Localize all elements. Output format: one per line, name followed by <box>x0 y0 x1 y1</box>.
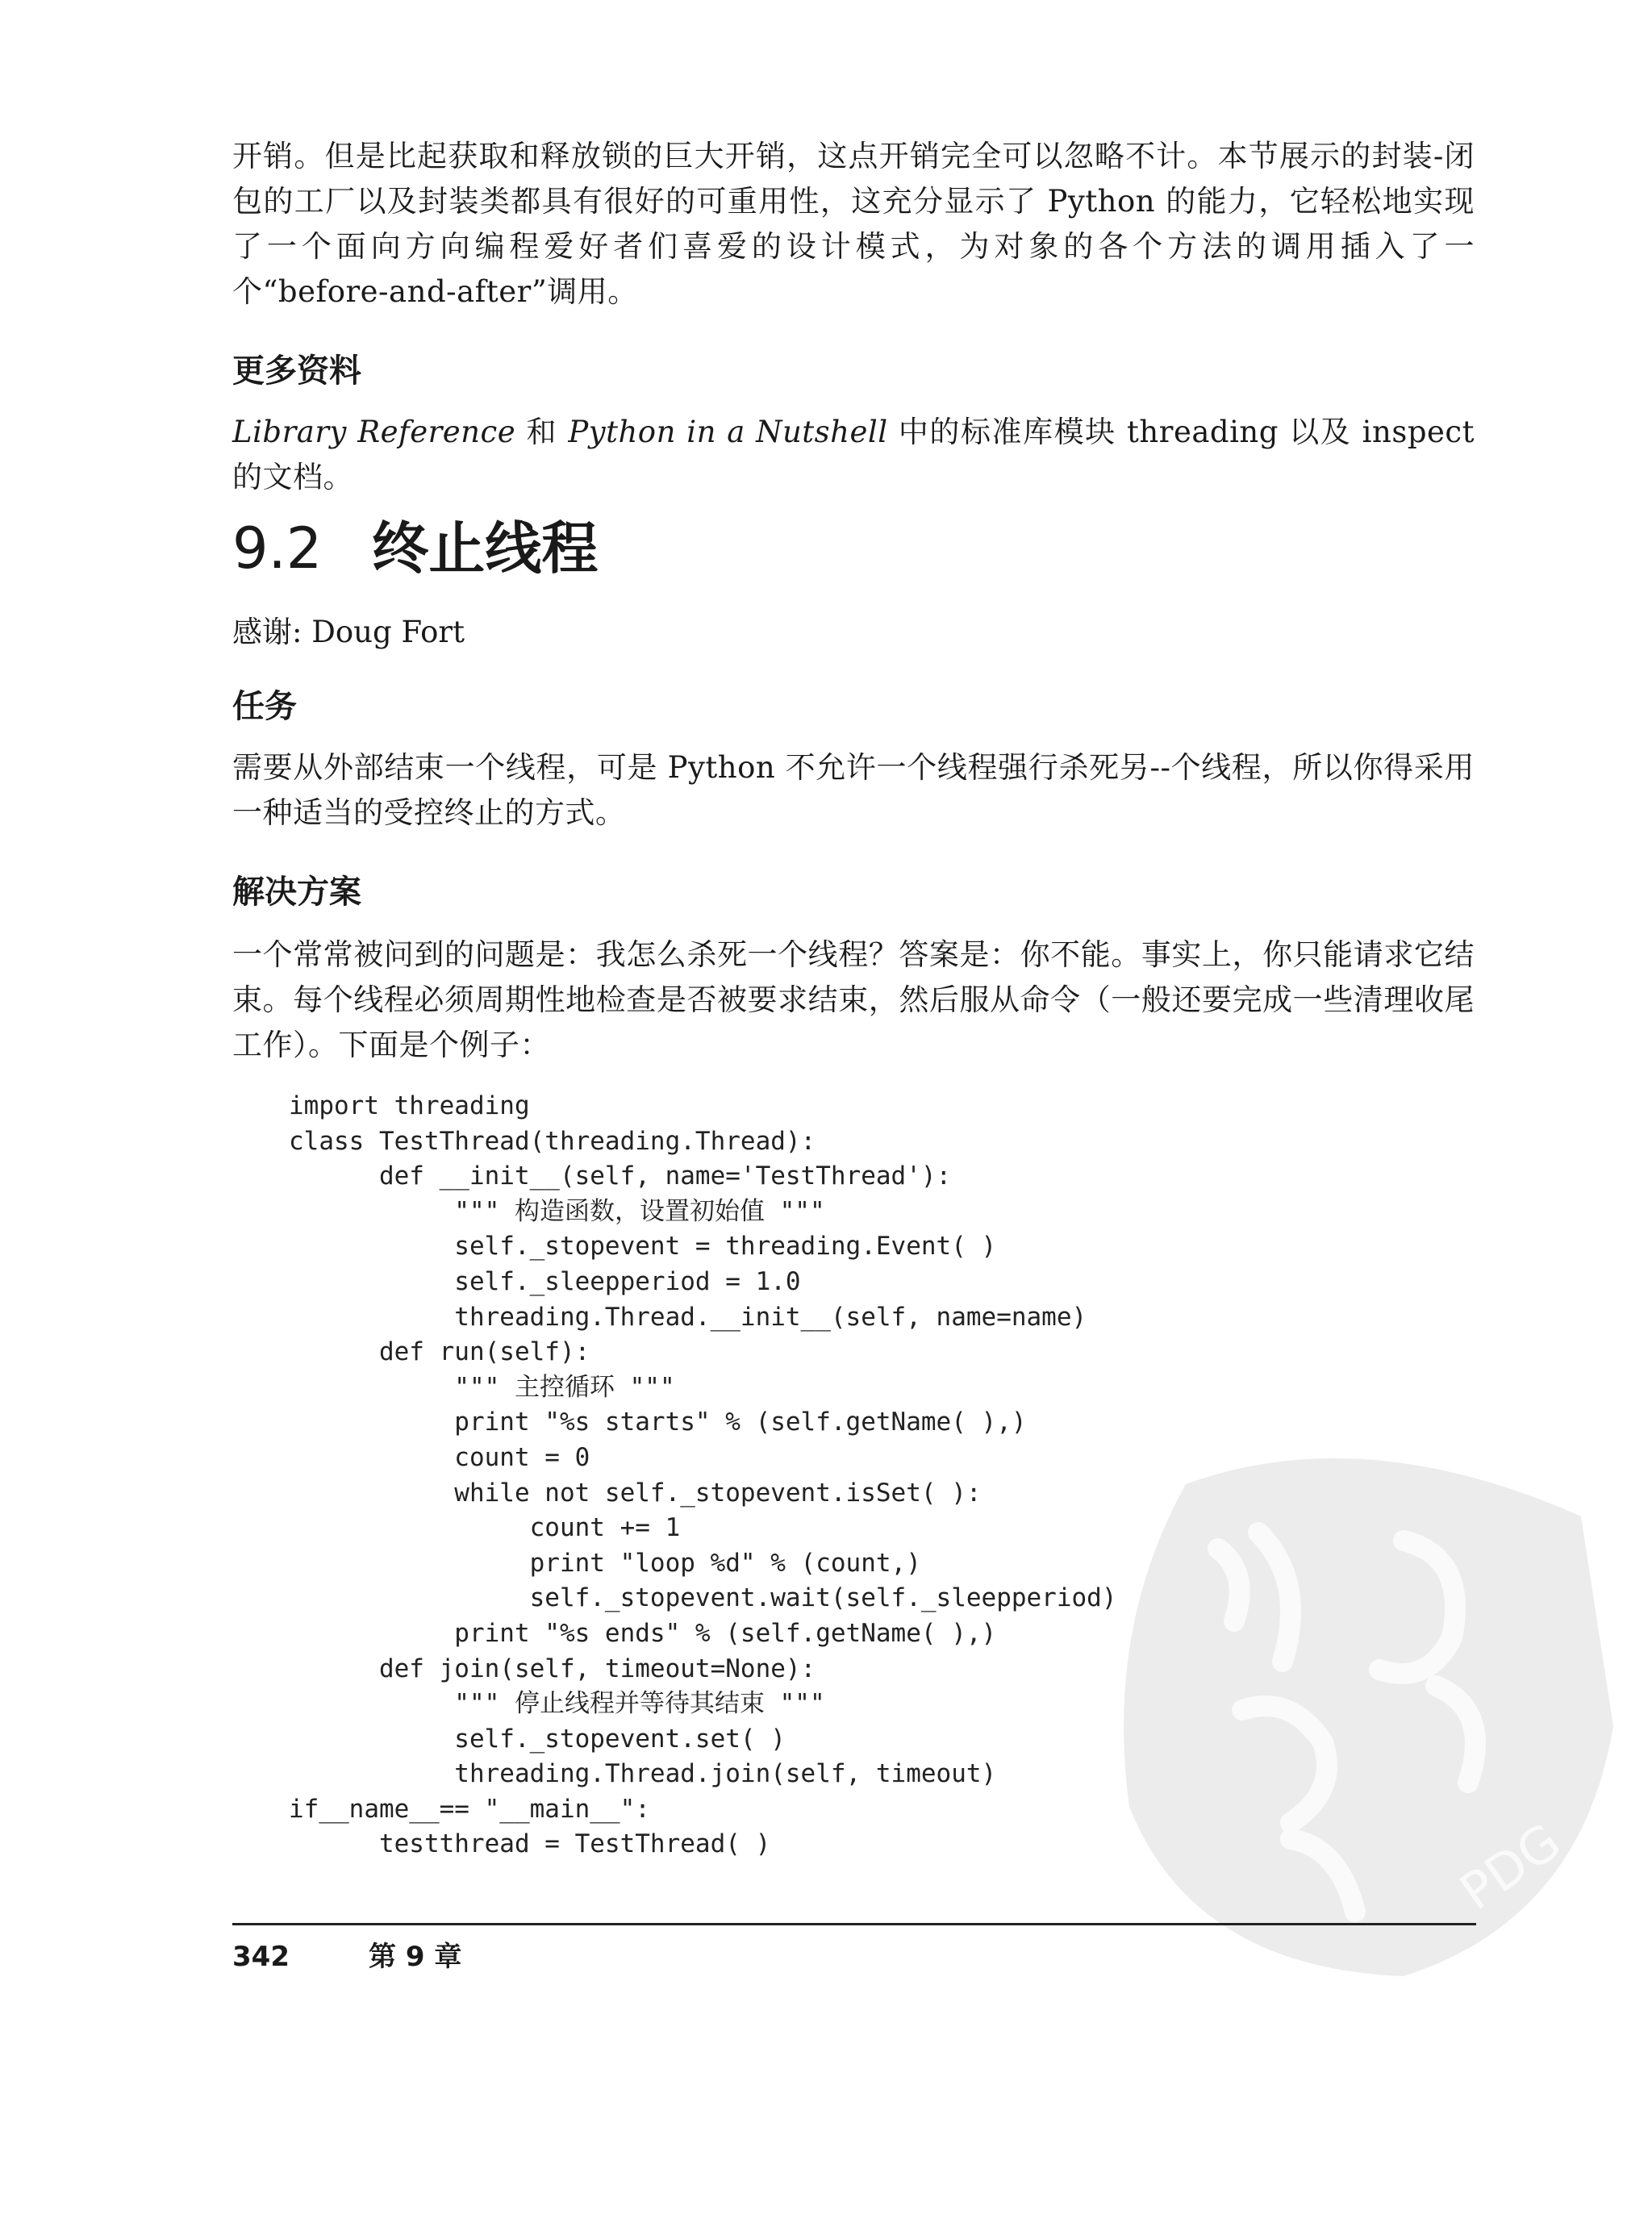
code-line: import threading <box>289 1091 530 1120</box>
code-line: threading.Thread.__init__(self, name=name) <box>289 1302 1087 1332</box>
task-paragraph: 需要从外部结束一个线程，可是 Python 不允许一个线程强行杀死另--个线程，所以你得采用一种适当的受控终止的方式。 <box>232 750 1475 830</box>
page-number: 342 <box>232 1941 290 1973</box>
nutshell-title: Python in a Nutshell <box>568 415 888 449</box>
code-line: """ 构造函数，设置初始值 """ <box>289 1196 825 1226</box>
code-line: """ 停止线程并等待其结束 """ <box>289 1689 825 1719</box>
references-rest: 中的标准库模块 threading 以及 inspect 的文档。 <box>232 415 1475 494</box>
code-line: print "loop %d" % (count,) <box>289 1548 921 1578</box>
code-line: count += 1 <box>289 1513 681 1543</box>
code-listing <box>289 1089 1117 1862</box>
thanks-line <box>232 610 465 655</box>
code-line: def join(self, timeout=None): <box>289 1654 816 1683</box>
watermark-seal-icon <box>1097 1420 1629 1984</box>
code-line: threading.Thread.join(self, timeout) <box>289 1759 997 1789</box>
section-title: 终止线程 <box>372 515 599 582</box>
section-number: 9.2 <box>232 515 323 582</box>
code-line: print "%s starts" % (self.getName( ),) <box>289 1408 1027 1437</box>
references-and: 和 <box>515 415 569 449</box>
references-paragraph <box>232 410 1475 500</box>
code-line: count = 0 <box>289 1442 590 1472</box>
solution-heading: 解决方案 <box>232 874 361 911</box>
thanks-name: Doug Fort <box>311 615 465 649</box>
code-line: print "%s ends" % (self.getName( ),) <box>289 1618 997 1648</box>
task-heading: 任务 <box>232 688 297 725</box>
code-line: class TestThread(threading.Thread): <box>289 1126 816 1156</box>
chapter-label: 第 9 章 <box>368 1941 462 1973</box>
solution-paragraph: 一个常常被问到的问题是：我怎么杀死一个线程？答案是：你不能。事实上，你只能请求它结束。每个线程必须周期性地检查是否被要求结束，然后服从命令（一般还要完成一些清理收尾工作）。下面是个例子： <box>232 937 1475 1062</box>
code-line: while not self._stopevent.isSet( ): <box>289 1478 982 1508</box>
code-line: self._stopevent.set( ) <box>289 1724 786 1754</box>
section-heading <box>232 516 598 581</box>
code-line: self._sleepperiod = 1.0 <box>289 1266 801 1296</box>
thanks-label: 感谢: <box>232 615 312 649</box>
more-info-heading: 更多资料 <box>232 352 361 390</box>
footer-divider <box>232 1923 1476 1925</box>
page-footer <box>232 1939 461 1975</box>
code-line: def __init__(self, name='TestThread'): <box>289 1162 952 1191</box>
code-line: """ 主控循环 """ <box>289 1372 675 1402</box>
watermark-text: PDG <box>1449 1812 1571 1922</box>
intro-paragraph: 开销。但是比起获取和释放锁的巨大开销，这点开销完全可以忽略不计。本节展示的封装-闭包的工厂以及封装类都具有很好的可重用性，这充分显示了 Python 的能力，它轻松地实现了一个面向方向编程爱好者们喜爱的设计模式，为对象的各个方法的调用插入了一个“before-and-after”调用。 <box>232 139 1475 309</box>
code-line: self._stopevent.wait(self._sleepperiod) <box>289 1583 1117 1613</box>
code-line: if__name__== "__main__": <box>289 1794 650 1824</box>
code-line: testthread = TestThread( ) <box>289 1829 771 1859</box>
code-line: self._stopevent = threading.Event( ) <box>289 1232 997 1262</box>
code-line: def run(self): <box>289 1337 590 1367</box>
library-reference-title: Library Reference <box>232 415 516 449</box>
